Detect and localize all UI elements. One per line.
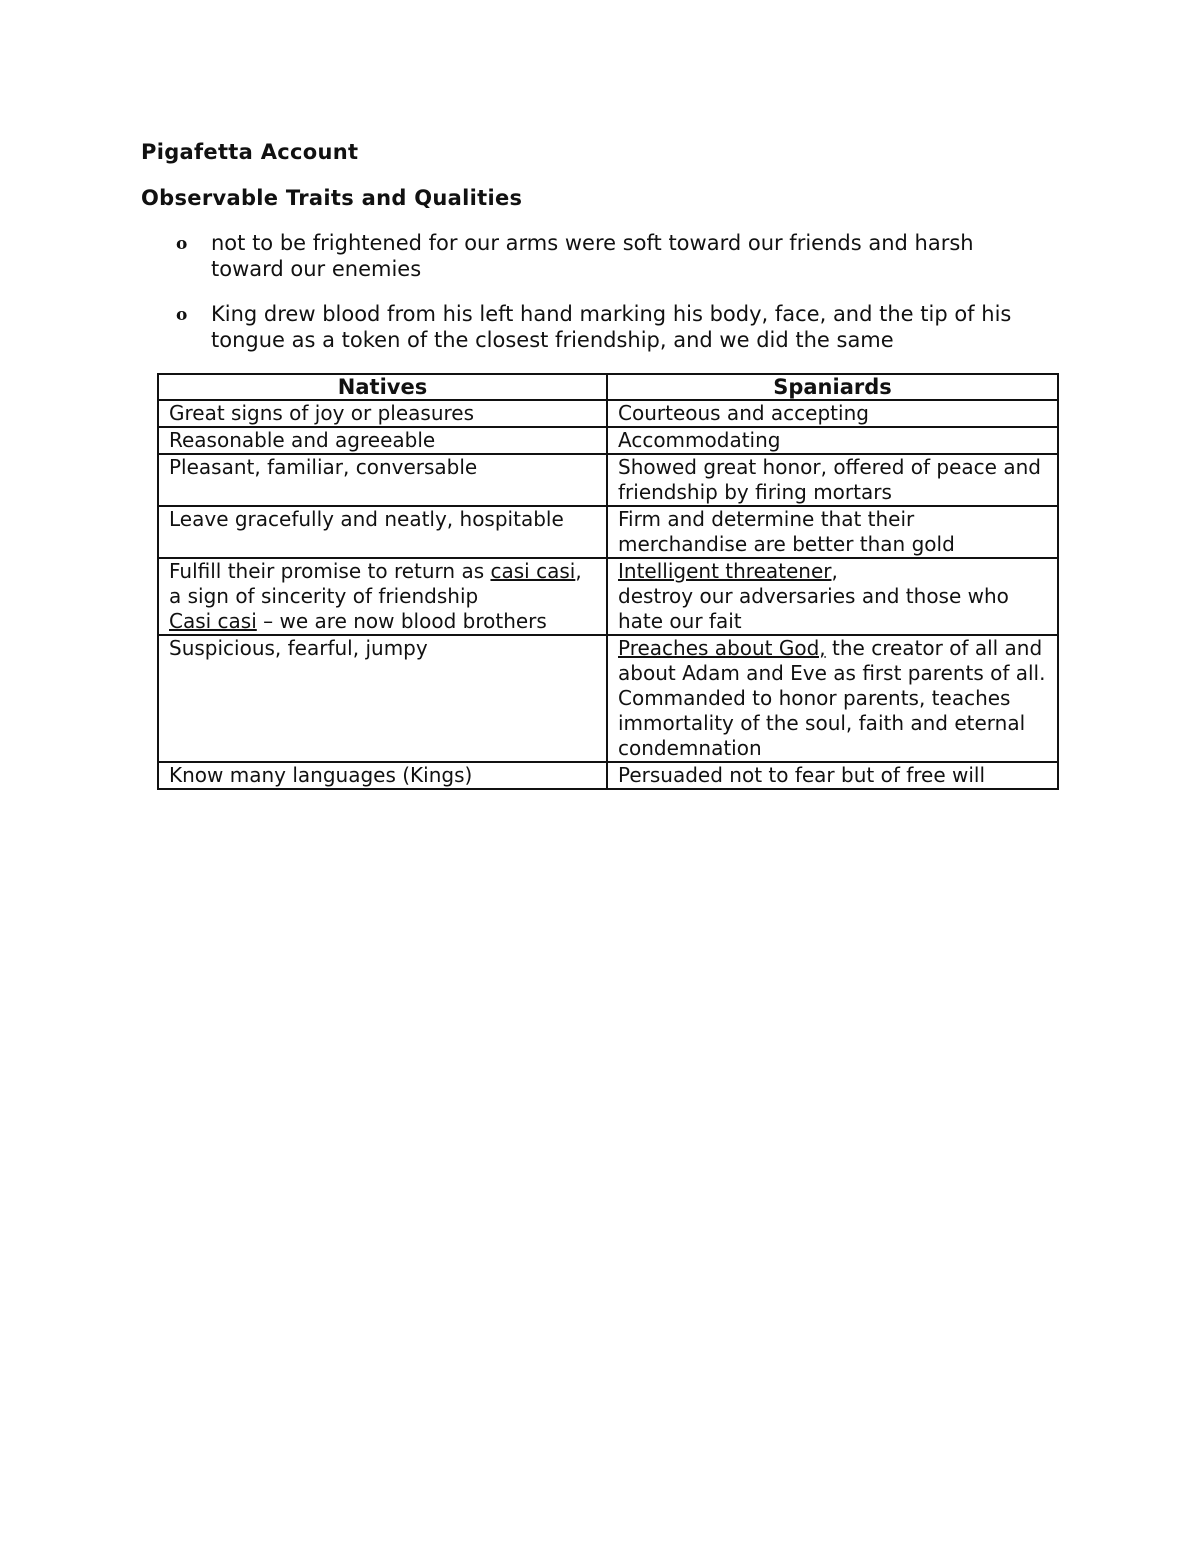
- cell-spaniards: Accommodating: [607, 427, 1058, 454]
- page-title: Pigafetta Account: [141, 140, 359, 164]
- cell-spaniards: Firm and determine that their merchandise are better than gold: [607, 506, 1058, 558]
- bullet-text: not to be frightened for our arms were soft toward our friends and harsh toward our enemies: [211, 231, 974, 281]
- table-row: [158, 454, 1058, 506]
- cell-text: Fulfill their promise to return as: [169, 559, 491, 583]
- underlined-term: Preaches about God,: [618, 636, 826, 660]
- bullet-item: [141, 301, 1051, 353]
- bullet-marker-icon: o: [176, 305, 188, 325]
- header-natives: Natives: [158, 374, 607, 400]
- table-row: [158, 635, 1058, 762]
- bullet-list: [141, 230, 1051, 372]
- cell-spaniards: Persuaded not to fear but of free will: [607, 762, 1058, 789]
- cell-spaniards: [607, 558, 1058, 635]
- bullet-item: [141, 230, 1051, 282]
- table-row: [158, 427, 1058, 454]
- cell-text: , a sign of sincerity of friendship: [169, 559, 582, 608]
- bullet-text: King drew blood from his left hand marking his body, face, and the tip of his tongue as a token of the closest friendship, and we did the same: [211, 302, 1012, 352]
- traits-table: [157, 373, 1059, 790]
- table-row: [158, 400, 1058, 427]
- table-row: [158, 762, 1058, 789]
- underlined-term: casi casi: [490, 559, 576, 583]
- header-spaniards: Spaniards: [607, 374, 1058, 400]
- underlined-term: Intelligent threatener: [618, 559, 832, 583]
- cell-text: the creator of all and about Adam and Eve as first parents of all. Commanded to honor parents, teaches immortality of the soul, faith and eternal condemnation: [618, 636, 1046, 760]
- table-header-row: [158, 374, 1058, 400]
- underlined-term: Casi casi: [169, 609, 257, 633]
- table-row: [158, 506, 1058, 558]
- cell-text: – we are now blood brothers: [256, 609, 547, 633]
- cell-spaniards: Showed great honor, offered of peace and friendship by firing mortars: [607, 454, 1058, 506]
- cell-natives: Great signs of joy or pleasures: [158, 400, 607, 427]
- bullet-marker-icon: o: [176, 234, 188, 254]
- cell-spaniards: [607, 635, 1058, 762]
- section-subtitle: Observable Traits and Qualities: [141, 186, 523, 210]
- cell-text: destroy our adversaries and those who hate our fait: [618, 584, 1009, 633]
- cell-text: ,: [831, 559, 838, 583]
- cell-natives: Suspicious, fearful, jumpy: [158, 635, 607, 762]
- cell-natives: Know many languages (Kings): [158, 762, 607, 789]
- cell-natives: [158, 558, 607, 635]
- cell-natives: Reasonable and agreeable: [158, 427, 607, 454]
- cell-natives: Pleasant, familiar, conversable: [158, 454, 607, 506]
- cell-natives: Leave gracefully and neatly, hospitable: [158, 506, 607, 558]
- table-row: [158, 558, 1058, 635]
- cell-spaniards: Courteous and accepting: [607, 400, 1058, 427]
